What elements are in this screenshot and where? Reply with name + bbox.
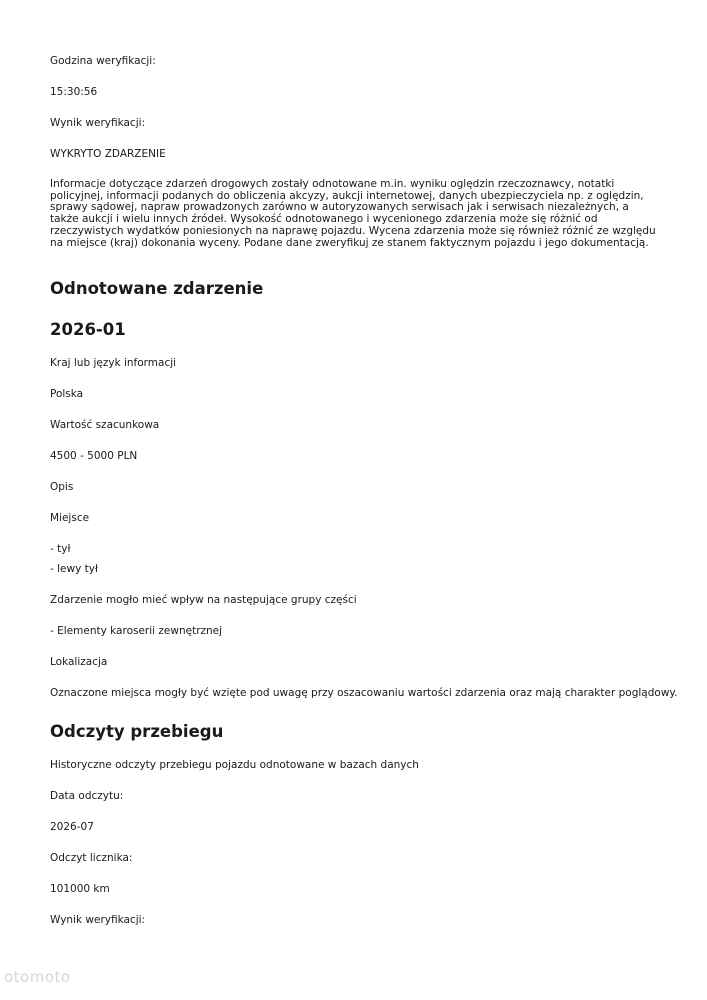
verification-time-value: 15:30:56 <box>50 86 98 98</box>
odometer-label: Odczyt licznika: <box>50 852 133 864</box>
verification-result-label: Wynik weryfikacji: <box>50 117 146 129</box>
description-label: Opis <box>50 481 74 493</box>
mileage-result-label: Wynik weryfikacji: <box>50 914 146 926</box>
location-note: Oznaczone miejsca mogły być wzięte pod uwagę przy oszacowaniu wartości zdarzenia oraz mają charakter poglądowy. <box>50 687 678 699</box>
estimated-value: 4500 - 5000 PLN <box>50 450 138 462</box>
verification-time-label: Godzina weryfikacji: <box>50 55 156 67</box>
watermark-logo: otomoto <box>4 968 71 986</box>
incident-heading: Odnotowane zdarzenie <box>50 279 264 298</box>
parts-label: Zdarzenie mogło mieć wpływ na następujące grupy części <box>50 594 357 606</box>
mileage-intro: Historyczne odczyty przebiegu pojazdu odnotowane w bazach danych <box>50 759 419 771</box>
place-label: Miejsce <box>50 512 90 524</box>
incident-disclaimer: Informacje dotyczące zdarzeń drogowych zostały odnotowane m.in. wyniku oględzin rzeczoznawcy, notatki policyjnej, informacji podanych do obliczenia akcyzy, aukcji internetowej, danych ubezpieczyciela np. z oględzin, sprawy sądowej, napraw prowadzonych zarówno w autoryzowanych serwisach jak i serwisach niezależnych, a także aukcji i wielu innych źródeł. Wysokość odnotowanego i wycenionego zdarzenia może się różnić od rzeczywistych wydatków poniesionych na naprawę pojazdu. Wycena zdarzenia może się również różnić ze względu na miejsce (kraj) dokonania wyceny. Podane dane zweryfikuj ze stanem faktycznym pojazdu i jego dokumentacją. <box>50 178 656 249</box>
estimated-value-label: Wartość szacunkowa <box>50 419 160 431</box>
place-item: - tył <box>50 543 71 555</box>
verification-result-value: WYKRYTO ZDARZENIE <box>50 148 166 160</box>
incident-date: 2026-01 <box>50 320 126 339</box>
parts-item: - Elementy karoserii zewnętrznej <box>50 625 223 637</box>
reading-date-label: Data odczytu: <box>50 790 124 802</box>
reading-date-value: 2026-07 <box>50 821 94 833</box>
place-item: - lewy tył <box>50 563 98 575</box>
mileage-heading: Odczyty przebiegu <box>50 722 224 741</box>
country-value: Polska <box>50 388 84 400</box>
country-label: Kraj lub język informacji <box>50 357 177 369</box>
location-label: Lokalizacja <box>50 656 108 668</box>
odometer-value: 101000 km <box>50 883 110 895</box>
